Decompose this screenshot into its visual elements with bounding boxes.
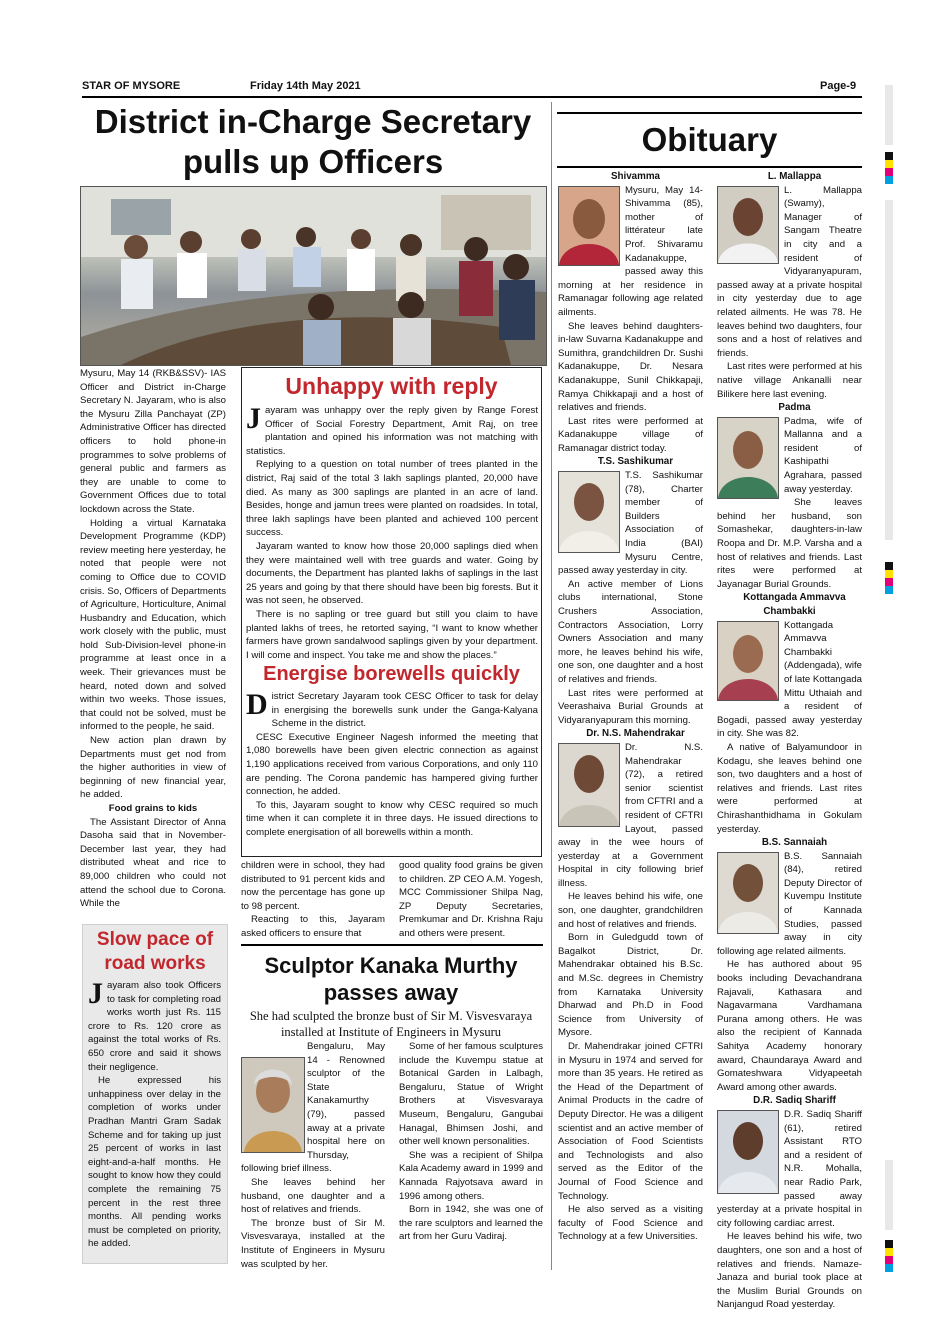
portrait-icon [718,1111,778,1193]
slow-pace-body [88,979,221,1251]
obituary-para: L. Mallappa (Swamy), Manager of Sangam Theatre in city and a resident of Vidyaranyapuram, passed away at a private hospital in city yesterday due to age related ailments. He was 78. He leaves behind two daughters, four sons and a host of relatives and friends. [717,184,862,359]
obituary-para: Mysuru, May 14- Shivamma (85), mother of littérateur late Prof. Shivaramu Kadanakuppe, passed away this morning at her residence in Ramanagar following age related ailments. [558,184,703,318]
obituary-name: Kottangada Ammavva Chambakki [743,592,846,617]
obituary-para: Last rites were performed at Veerashaiva Burial Grounds at Vidyaranyapuram this morning. [558,687,703,726]
unhappy-dropcap: J [246,402,261,435]
obituary-para: Last rites were performed at Kadanakuppe village of Ramanagar district today. [558,415,703,454]
sadiq-shariff-photo [717,1110,779,1194]
food-grains-subhead: Food grains to kids [108,803,198,814]
obituary-para: Dr. N.S. Mahendrakar (72), a retired senior scientist from CFTRI and a resident of CFTRI Layout, passed away in the wee hours of yesterday at a Government Hospital in city following brief illness. [558,741,703,889]
sculptor-deck-line2: installed at Institute of Engineers in Mysuru [280,1025,502,1039]
obituary-title: Obituary [557,112,862,168]
portrait-icon [559,187,619,265]
portrait-icon [718,418,778,498]
meeting-photo-icon [81,187,546,365]
issue-date: Friday 14th May 2021 [250,80,361,92]
obituary-para: She leaves behind her husband, son Somashekar, daughters-in-law Roopa and Dr. M.P. Varsha and a host of relatives and friends. Last rites were performed at Jayanagar Burial Grounds. [717,497,862,590]
slow-pace-title-line2: road works [104,953,206,974]
obituary-para: T.S. Sashikumar (78), Charter member of Builders Association of India (BAI) Mysuru Centre, passed away yesterday in city. [558,470,703,577]
borewell-box-body [246,690,538,840]
sashikumar-photo [558,471,620,553]
obituary-para: He has authored about 95 books including Devachandrana Rajavali, Kathasara and Nagavarmana Vardhamana Purana among others. He was also the recipient of Kannada Sahitya Academy honorary award, Chaundaraya Award and Gomateshwara Vidyapeetah Award among other awards. [717,959,862,1093]
obituary-name: D.R. Sadiq Shariff [753,1095,836,1107]
slow-pace-dropcap: J [88,977,103,1010]
meeting-photo [80,186,547,366]
sculptor-para: She was a recipient of Shilpa Kala Academy award in 1999 and Kannada Rajyotsava award in 1996 among others. [399,1149,543,1202]
obituary-name: Dr. N.S. Mahendrakar [586,728,685,740]
borewell-box-title: Energise borewells quickly [263,663,520,685]
shivamma-photo [558,186,620,266]
portrait-icon [718,622,778,700]
obituary-para: Born in Guledgudd town of Bagalkot District, Dr. Mahendrakar obtained his B.Sc. and M.Sc. degrees in Chemistry from Karnataka University Dharwad and Ph.D in Food Science from University of Mysore. [558,932,703,1039]
obituary-para: He leaves behind his wife, two daughters, one son and a host of relatives and friends. Namaze-Janaza and burial took place at the Muslim Burial Grounds on Nanjangud Road yesterday. [717,1231,862,1311]
obituary-para: Dr. Mahendrakar joined CFTRI in Mysuru in 1974 and served for more than 35 years. He retired as the Head of the Department of Animal Products in the cadre of Deputy Director. He was a diligent scientist and an active member of Association of Food Scientists and Technologists and also served as the Editor of the Journal of Food Science and Technology. [558,1041,703,1202]
obituary-para: B.S. Sannaiah (84), retired Deputy Director of Kuvempu Institute of Kannada Studies, passed away in city following age related ailments. [717,850,862,957]
cmyk-swatches-mid [885,562,893,594]
slow-pace-para: He expressed his unhappiness over delay in the completion of works under Pradhan Mantri Gram Sadak Scheme and for taking up just 25 percent of works in last eight-and-a-half months. He sought to know how they could complete the remaining 75 percent in the rest three months. All pending works must be completed on priority, he added. [88,1075,221,1250]
masthead-rule [82,96,862,98]
registration-bar-top [885,85,893,145]
sculptor-para: She leaves behind her husband, one daughter and a host of relatives and friends. [241,1176,385,1216]
obituary-para: He leaves behind his wife, one son, one daughter, grandchildren and host of relatives and friends. [558,891,703,930]
unhappy-para: There is no sapling or tree guard but still you claim to have planted lakhs of trees, he retorted saying, “I want to know whether farmers have grown sandalwood saplings given by your department. I will come and inspect. You take me and show the places.” [246,608,538,661]
main-story-para: Holding a virtual Karnataka Development Programme (KDP) review meeting here yesterday, he noted that people were not coming to Office due to COVID crisis. So, Officers of Departments of Agriculture, Horticulture, Animal Husbandry and Education, which work closely with the public, must hold Sub-Division-level phone-in programme at least once in a week. Their grievances must be heard, noted down and solved within two weeks. Those issues, that could not be solved, must be informed to the people, he said. [80,517,226,733]
continuation-para: children were in school, they had distributed to 91 percent kids and now the percentage has gone up to 98 percent. [241,860,385,912]
borewell-para: To this, Jayaram sought to know why CESC required so much time when it can complete it in three days. He issued directions to complete energisation of all borewells within a month. [246,799,538,838]
sculptor-headline-line1: Sculptor Kanaka Murthy [264,953,518,978]
slow-pace-title [82,928,228,976]
portrait-icon [718,853,778,933]
portrait-icon [718,187,778,263]
obituary-para: Last rites were performed at his native village Ankanalli near Bilikere here last evening. [717,361,862,400]
borewell-dropcap: D [246,688,268,721]
sculptor-column-1 [241,1040,385,1271]
obituary-name: Shivamma [610,171,660,182]
mahendrakar-photo [558,743,620,827]
food-grains-para: The Assistant Director of Anna Dasoha said that in November-December last year, they had distributed wheat and rice to 89,000 children who could not attend the school due to Corona. While the [80,816,226,910]
sculptor-headline-line2: passes away [323,980,459,1005]
padma-photo [717,417,779,499]
main-story-column-1 [80,367,226,911]
continuation-para: good quality food grains be given to children. ZP CEO A.M. Yogesh, MCC Commissioner Shilpa Nag, ZP Deputy Secretaries, Premkumar and Dr. Krishna Raju and others were present. [399,860,543,939]
main-story-continuation-b [399,859,543,941]
portrait-icon [559,744,619,826]
main-story-para: New action plan drawn by Departments must get nod from the higher authorities in view of beginning of new financial year, he added. [80,735,226,801]
column-divider [551,102,552,1270]
main-story-para: Mysuru, May 14 (RKB&SSV)- IAS Officer and District in-Charge Secretary N. Jayaram, who is also the Mysuru Zilla Panchayat (ZP) Administrative Officer has directed officers to hold phone-in programmes to solve problems of general public and farmers as they are unable to come to Government Offices due to total lockdown across the State. [80,368,226,515]
sculptor-top-rule [241,944,543,946]
obituary-para: Padma, wife of Mallanna and a resident of Kashipathi Agrahara, passed away yesterday. [784,415,862,495]
sculptor-deck [230,1008,552,1040]
sculptor-para: The bronze bust of Sir M. Visvesvaraya, installed at the Institute of Engineers in Mysuru was sculpted by her. [241,1217,385,1270]
registration-bar-bottom [885,1160,893,1230]
cmyk-swatches-bottom [885,1240,893,1272]
obituary-para: D.R. Sadiq Shariff (61), retired Assistant RTO and a resident of N.R. Mohalla, near Radio Park, passed away yesterday at a private hospital in city following cardiac arrest. [717,1108,862,1229]
sculptor-para: Born in 1942, she was one of the rare sculptors and learned the art from her Guru Vadiraj. [399,1204,543,1243]
slow-pace-para: ayaram also took Officers to task for completing road works worth just Rs. 115 crore to Rs. 120 crore as against the total works of Rs. 650 crore and said it shows their negligence. [88,980,221,1073]
obituary-name: L. Mallappa [767,171,822,182]
unhappy-para: ayaram was unhappy over the reply given by Range Forest Officer of Social Forestry Department, Amit Raj, on tree plantation and opined his information was not matching with statistics. [246,405,538,457]
main-headline-line2: pulls up Officers [182,143,444,180]
unhappy-box-body [246,404,538,662]
obituary-right-column [717,170,862,1312]
obituary-name: B.S. Sannaiah [761,837,828,849]
obituary-para: She leaves behind daughters-in-law Suvarna Kadanakuppe and Sumithra, grandchildren Dr. Sushi Kadanakuppe, Dr. Nesara Kadanakuppe, Sunil Chikkapaji, Ramya Chikkapaji and a host of relatives and friends. [558,320,703,414]
borewell-para: CESC Executive Engineer Nagesh informed the meeting that 1,080 borewells have been given electric connection as against 1,190 applications received from various Corporations, and only 110 are pending. The Corona pandemic has hampered giving further connection, he added. [246,731,538,798]
mallappa-photo [717,186,779,264]
main-headline [80,102,546,182]
paper-name: STAR OF MYSORE [82,80,181,92]
obituary-para: He also served as a visiting faculty of Food Science and Technology at a few Universities. [558,1204,703,1243]
obituary-para: An active member of Lions clubs international, Stone Crushers Association, Contractors Association, Lorry Owners Association and many more, he leaves behind his wife, one son, one daughter and a host of relatives and friends. [558,578,703,685]
main-headline-line1: District in-Charge Secretary [94,103,532,140]
chambakki-photo [717,621,779,701]
unhappy-para: Jayaram wanted to know how those 20,000 saplings died when they were maintained well with tree guards and water. Going by documents, the Department has planted lakhs of saplings in the last 25 years and going by that there should have been big forests. But it was not seen, he observed. [246,540,538,607]
obituary-left-column [558,170,703,1244]
sculptor-para: Bengaluru, May 14 - Renowned sculptor of the State Kanakamurthy (79), passed away at a private hospital here on Thursday, following brief illness. [241,1041,385,1175]
obituary-name: Padma [778,402,811,414]
page-number: Page-9 [820,80,857,92]
sculptor-headline [236,952,546,1006]
borewell-para: istrict Secretary Jayaram took CESC Officer to task for delay in energising the borewells sunk under the Ganga-Kalyana Scheme in the district. [271,691,538,730]
unhappy-para: Replying to a question on total number of trees planted in the district, Raj said of the total 3 lakh saplings planted, 20,000 have died. As many as 300 saplings are planted in an acre of land. Besides, honge and jamun trees were planted on roadsides. In total, three lakh saplings have been planted and achieved 100 percent success. [246,459,538,539]
obituary-para: Kottangada Ammavva Chambakki (Addengada), wife of late Kottangada Mittu Uthaiah and a resident of Bogadi, passed away yesterday in city. She was 82. [717,619,862,740]
sculptor-column-2 [399,1040,543,1244]
slow-pace-title-line1: Slow pace of [96,929,214,950]
obituary-para: A native of Balyamundoor in Kodagu, she leaves behind one son, two daughters and a host of relatives and friends. Last rites were performed at Chirashanthidhama in Gokulam yesterday. [717,741,862,835]
unhappy-box-title: Unhappy with reply [285,373,498,399]
cmyk-swatches-top [885,152,893,184]
sculptor-deck-line1: She had sculpted the bronze bust of Sir M. Visvesvaraya [249,1009,533,1023]
sculptor-para: Some of her famous sculptures include the Kuvempu statue at Botanical Garden in Lalbagh, Bengaluru, Statue of Wright Brothers at Visvesvaraya Museum, Bengaluru, Gangubai Hanagal, Bhimsen Joshi, and other well known personalities. [399,1041,543,1148]
portrait-icon [559,472,619,552]
sannaiah-photo [717,852,779,934]
registration-bar-mid [885,200,893,540]
obituary-name: T.S. Sashikumar [597,456,674,468]
main-story-continuation-a [241,859,385,941]
continuation-para: Reacting to this, Jayaram asked officers to ensure that [241,914,385,939]
